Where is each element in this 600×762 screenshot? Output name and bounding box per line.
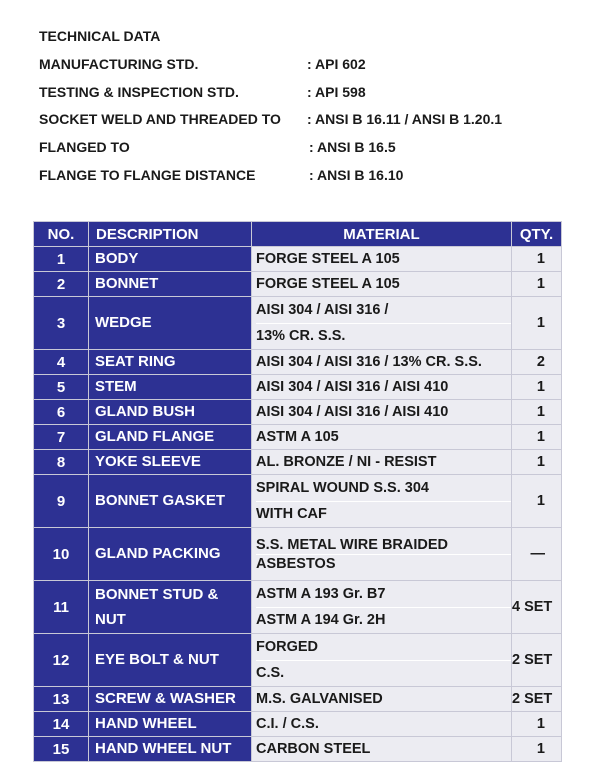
cell-qty: 1 [512, 475, 562, 528]
cell-qty: 1 [512, 375, 562, 400]
parts-table [33, 221, 562, 762]
spec-row-flanged [39, 137, 396, 165]
material-line: M.S. GALVANISED [256, 691, 383, 707]
material-line: S.S. METAL WIRE BRAIDED [256, 536, 448, 553]
cell-description: WEDGE [89, 297, 252, 350]
spec-label: FLANGED TO [39, 139, 130, 156]
material-line: AISI 304 / AISI 316 / AISI 410 [256, 379, 449, 395]
header-description: DESCRIPTION [89, 222, 252, 247]
spec-label: FLANGE TO FLANGE DISTANCE [39, 166, 256, 183]
cell-description: BONNET [89, 272, 252, 297]
cell-material [252, 247, 512, 272]
spec-row-flange-distance [39, 165, 404, 193]
spec-label: TESTING & INSPECTION STD. [39, 83, 239, 100]
spec-value: : ANSI B 16.11 / ANSI B 1.20.1 [307, 111, 503, 128]
material-line: ASBESTOS [256, 554, 511, 573]
material-line: AISI 304 / AISI 316 / AISI 410 [256, 404, 449, 420]
cell-description: HAND WHEEL [89, 712, 252, 737]
material-line: AISI 304 / AISI 316 / [256, 301, 389, 318]
cell-no: 13 [34, 687, 89, 712]
cell-qty: — [512, 528, 562, 581]
cell-material [252, 450, 512, 475]
cell-material [252, 581, 512, 634]
cell-description: GLAND FLANGE [89, 425, 252, 450]
table-row [34, 475, 562, 528]
cell-qty: 1 [512, 425, 562, 450]
table-row [34, 247, 562, 272]
cell-qty: 1 [512, 297, 562, 350]
table-row [34, 272, 562, 297]
cell-qty: 1 [512, 272, 562, 297]
material-line: CARBON STEEL [256, 741, 371, 757]
cell-no: 9 [34, 475, 89, 528]
table-row [34, 450, 562, 475]
material-line: FORGE STEEL A 105 [256, 276, 400, 292]
cell-no: 1 [34, 247, 89, 272]
spec-value: : API 602 [307, 55, 366, 72]
cell-description: SCREW & WASHER [89, 687, 252, 712]
cell-material [252, 634, 512, 687]
cell-no: 11 [34, 581, 89, 634]
cell-no: 4 [34, 350, 89, 375]
cell-material [252, 528, 512, 581]
description-line: NUT [95, 611, 126, 628]
cell-no: 7 [34, 425, 89, 450]
table-row [34, 425, 562, 450]
technical-data-title: TECHNICAL DATA [39, 28, 161, 44]
table-row [34, 712, 562, 737]
cell-qty: 4 SET [512, 581, 562, 634]
spec-value: : API 598 [307, 83, 366, 100]
material-line: WITH CAF [256, 501, 511, 527]
spec-label: SOCKET WELD AND THREADED TO [39, 111, 281, 128]
cell-no: 15 [34, 737, 89, 762]
cell-qty: 2 SET [512, 687, 562, 712]
material-line: ASTM A 105 [256, 429, 339, 445]
cell-description: STEM [89, 375, 252, 400]
table-row [34, 634, 562, 687]
technical-data [39, 26, 503, 193]
cell-material [252, 687, 512, 712]
spec-row-socket-weld [39, 109, 503, 137]
cell-material [252, 272, 512, 297]
spec-value: : ANSI B 16.5 [309, 139, 396, 156]
cell-material [252, 737, 512, 762]
cell-description [89, 581, 252, 634]
cell-qty: 1 [512, 247, 562, 272]
header-no: NO. [34, 222, 89, 247]
cell-description: HAND WHEEL NUT [89, 737, 252, 762]
table-row [34, 687, 562, 712]
cell-no: 3 [34, 297, 89, 350]
cell-qty: 1 [512, 712, 562, 737]
cell-qty: 1 [512, 737, 562, 762]
cell-material [252, 475, 512, 528]
cell-qty: 2 SET [512, 634, 562, 687]
cell-description: SEAT RING [89, 350, 252, 375]
cell-no: 2 [34, 272, 89, 297]
material-line: FORGE STEEL A 105 [256, 251, 400, 267]
cell-no: 10 [34, 528, 89, 581]
spec-row-manufacturing [39, 54, 366, 82]
cell-description: YOKE SLEEVE [89, 450, 252, 475]
material-line: 13% CR. S.S. [256, 323, 511, 349]
cell-material [252, 425, 512, 450]
cell-description: GLAND BUSH [89, 400, 252, 425]
cell-material [252, 400, 512, 425]
cell-qty: 1 [512, 400, 562, 425]
cell-qty: 2 [512, 350, 562, 375]
spec-value: : ANSI B 16.10 [309, 166, 404, 183]
cell-description: BONNET GASKET [89, 475, 252, 528]
description-line: BONNET STUD & [95, 586, 219, 603]
material-line: SPIRAL WOUND S.S. 304 [256, 479, 429, 496]
cell-qty: 1 [512, 450, 562, 475]
material-line: ASTM A 193 Gr. B7 [256, 585, 386, 602]
table-header-row [34, 222, 562, 247]
cell-material [252, 297, 512, 350]
material-line: ASTM A 194 Gr. 2H [256, 607, 511, 633]
cell-material [252, 712, 512, 737]
table-row [34, 528, 562, 581]
cell-description: GLAND PACKING [89, 528, 252, 581]
cell-description: BODY [89, 247, 252, 272]
material-line: AL. BRONZE / NI - RESIST [256, 454, 437, 470]
table-row [34, 350, 562, 375]
cell-no: 6 [34, 400, 89, 425]
table-row [34, 581, 562, 634]
table-row [34, 375, 562, 400]
material-line: C.S. [256, 660, 511, 686]
header-material: MATERIAL [252, 222, 512, 247]
cell-description: EYE BOLT & NUT [89, 634, 252, 687]
table-row [34, 297, 562, 350]
spec-label: MANUFACTURING STD. [39, 55, 199, 72]
cell-material [252, 350, 512, 375]
cell-no: 12 [34, 634, 89, 687]
material-line: C.I. / C.S. [256, 716, 319, 732]
cell-no: 5 [34, 375, 89, 400]
cell-no: 8 [34, 450, 89, 475]
header-qty: QTY. [512, 222, 562, 247]
material-line: AISI 304 / AISI 316 / 13% CR. S.S. [256, 354, 482, 370]
table-row [34, 737, 562, 762]
table-row [34, 400, 562, 425]
material-line: FORGED [256, 638, 319, 655]
spec-row-testing [39, 82, 366, 110]
cell-no: 14 [34, 712, 89, 737]
cell-material [252, 375, 512, 400]
